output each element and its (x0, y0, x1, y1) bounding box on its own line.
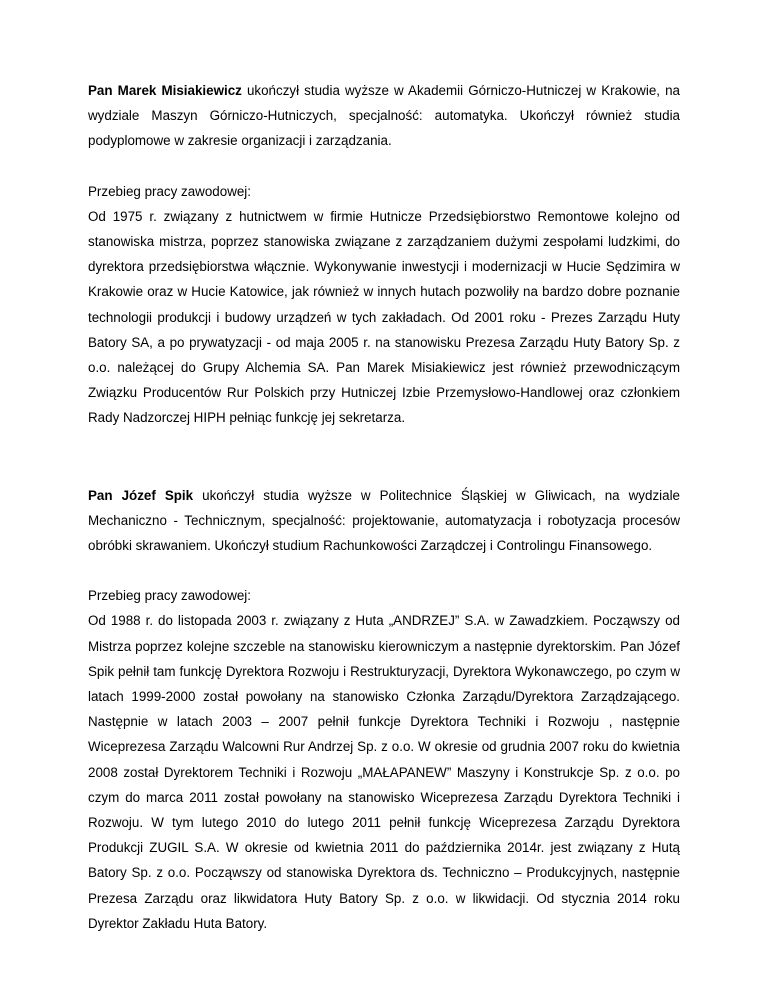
spacer (88, 154, 680, 179)
career-heading: Przebieg pracy zawodowej: (88, 183, 252, 199)
document-page (88, 78, 680, 936)
bio-paragraph-spik (88, 483, 680, 559)
education-text: ukończył studia wyższe w Politechnice Śląskiej w Gliwicach, na wydziale Mechaniczno - Technicznym, specjalność: projektowanie, automatyzacja i robotyzacja procesów obróbki skrawaniem. Ukończył studium Rachunkowości Zarządczej i Controlingu Finansowego. (88, 487, 680, 554)
career-paragraph-spik: Od 1988 r. do listopada 2003 r. związany z Huta „ANDRZEJ” S.A. w Zawadzkiem. Począwszy od Mistrza poprzez kolejne szczeble na stanowisku kierowniczym a następnie dyrektorskim. Pan Józef Spik pełnił tam funkcję Dyrektora Rozwoju i Restrukturyzacji, Dyrektora Wykonawczego, po czym w latach 1999-2000 został powołany na stanowisko Członka Zarządu/Dyrektora Zarządzającego. Następnie w latach 2003 – 2007 pełnił funkcje Dyrektora Techniki i Rozwoju , następnie Wiceprezesa Zarządu Walcowni Rur Andrzej Sp. z o.o. W okresie od grudnia 2007 roku do kwietnia 2008 został Dyrektorem Techniki i Rozwoju „MAŁAPANEW” Maszyny i Konstrukcje Sp. z o.o. po czym do marca 2011 został powołany na stanowisko Wiceprezesa Zarządu Dyrektora Techniki i Rozwoju. W tym lutego 2010 do lutego 2011 pełnił funkcję Wiceprezesa Zarządu Dyrektora Produkcji ZUGIL S.A. W okresie od kwietnia 2011 do października 2014r. jest związany z Hutą Batory Sp. z o.o. Począwszy od stanowiska Dyrektora ds. Techniczno – Produkcyjnych, następnie Prezesa Zarządu oraz likwidatora Huty Batory Sp. z o.o. w likwidacji. Od stycznia 2014 roku Dyrektor Zakładu Huta Batory. (88, 613, 680, 931)
person-name: Pan Józef Spik (88, 487, 194, 503)
education-text: ukończył studia wyższe w Akademii Górniczo-Hutniczej w Krakowie, na wydziale Maszyn Górniczo-Hutniczych, specjalność: automatyka. Ukończył również studia podyplomowe w zakresie organizacji i zarządzania. (88, 83, 680, 149)
bio-paragraph-misiakiewicz (88, 78, 680, 154)
spacer (88, 431, 680, 483)
person-name: Pan Marek Misiakiewicz (88, 83, 242, 98)
spacer (88, 558, 680, 583)
career-paragraph-misiakiewicz: Od 1975 r. związany z hutnictwem w firmie Hutnicze Przedsiębiorstwo Remontowe kolejno od stanowiska mistrza, poprzez stanowiska związane z zarządzaniem dużymi zespołami ludzkimi, do dyrektora przedsiębiorstwa włącznie. Wykonywanie inwestycji i modernizacji w Hucie Sędzimira w Krakowie oraz w Hucie Katowice, jak również w innych hutach pozwoliły na bardzo dobre poznanie technologii produkcji i budowy urządzeń w tych zakładach. Od 2001 roku - Prezes Zarządu Huty Batory SA, a po prywatyzacji - od maja 2005 r. na stanowisku Prezesa Zarządu Huty Batory Sp. z o.o. należącej do Grupy Alchemia SA. Pan Marek Misiakiewicz jest również przewodniczącym Związku Producentów Rur Polskich przy Hutniczej Izbie Przemysłowo-Handlowej oraz członkiem Rady Nadzorczej HIPH pełniąc funkcję jej sekretarza. (88, 208, 680, 426)
career-heading: Przebieg pracy zawodowej: (88, 588, 252, 604)
